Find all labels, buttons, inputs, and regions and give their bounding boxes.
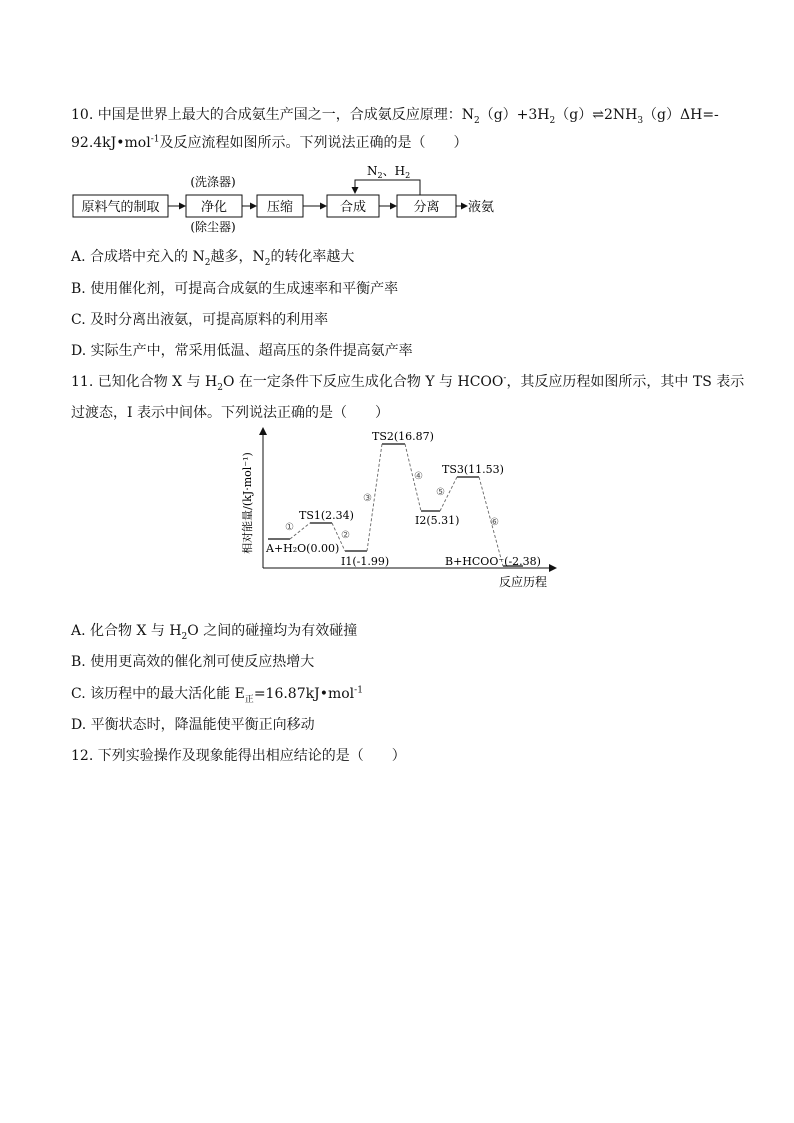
- step-3-label: ③: [363, 493, 372, 504]
- q10-option-a: A. 合成塔中充入的 $N_2$越多，$N_2$的转化率越大: [71, 249, 355, 268]
- q10-option-d: D. 实际生产中，常采用低温、超高压的条件提高氨产率: [71, 343, 413, 359]
- q11-stem-line1: 11. 已知化合物 X 与 $H_2O$ 在一定条件下反应生成化合物 Y 与 HCOO-，其反应历程如图所示，其中 TS 表示: [71, 373, 745, 393]
- label-ts3: TS3(11.53): [442, 463, 504, 476]
- flow-box-separate-label: 分离: [413, 200, 440, 215]
- q11-option-d: D. 平衡状态时，降温能使平衡正向移动: [71, 717, 315, 733]
- label-start: A+H₂O(0.00): [266, 542, 340, 555]
- flow-box-synthesis-label: 合成: [339, 200, 367, 215]
- flow-washer-label: (洗涤器): [190, 175, 236, 189]
- q11-stem-line2: 过渡态，I 表示中间体。下列说法正确的是（ ）: [71, 405, 389, 421]
- synthesis-flow-diagram: [65, 158, 515, 238]
- flow-recycle-loop: [355, 180, 420, 195]
- step-5-label: ⑤: [436, 487, 445, 498]
- step-4-label: ④: [414, 471, 423, 482]
- flow-output-label: 液氨: [468, 200, 495, 215]
- q10-option-b: B. 使用催化剂，可提高合成氨的生成速率和平衡产率: [71, 281, 399, 297]
- energy-profile-diagram: [235, 425, 565, 595]
- q11-option-c: C. 该历程中的最大活化能 $E_正=16.87kJ•mol^{-1}$: [71, 685, 363, 705]
- label-end: B+HCOO⁻(-2.38): [445, 555, 541, 568]
- label-i2: I2(5.31): [415, 514, 460, 527]
- y-axis-label: 相对能量/(kJ·mol⁻¹): [241, 452, 254, 554]
- flow-dust-remover-label: (除尘器): [190, 220, 236, 234]
- step-1-label: ①: [285, 522, 294, 533]
- label-ts1: TS1(2.34): [299, 509, 354, 522]
- q11-option-b: B. 使用更高效的催化剂可使反应热增大: [71, 654, 315, 670]
- q10-stem-line2: 92.4kJ•mol$^{-1}$及反应流程如图所示。下列说法正确的是（ ）: [71, 134, 468, 151]
- q10-option-c: C. 及时分离出液氨，可提高原料的利用率: [71, 312, 329, 328]
- q11-option-a: A. 化合物 X 与 $H_2O$ 之间的碰撞均为有效碰撞: [71, 623, 358, 642]
- flow-recycle-gas-label: $N_2$、$H_2$: [367, 164, 411, 180]
- step-6-label: ⑥: [490, 517, 499, 528]
- flow-box-feedgas-label: 原料气的制取: [81, 200, 160, 215]
- flow-box-purify-label: 净化: [200, 200, 228, 215]
- q10-stem-line1: 10. 中国是世界上最大的合成氨生产国之一，合成氨反应原理：$N_2(g)+3H_2(g)\rightleftharpoons 2NH_3(g)\Delta H=-$: [71, 107, 719, 126]
- label-i1: I1(-1.99): [341, 555, 390, 568]
- q12-stem: 12. 下列实验操作及现象能得出相应结论的是（ ）: [71, 748, 406, 764]
- flow-box-compress-label: 压缩: [266, 200, 294, 215]
- label-ts2: TS2(16.87): [372, 430, 434, 443]
- x-axis-label: 反应历程: [498, 575, 548, 589]
- step-2-label: ②: [341, 530, 350, 541]
